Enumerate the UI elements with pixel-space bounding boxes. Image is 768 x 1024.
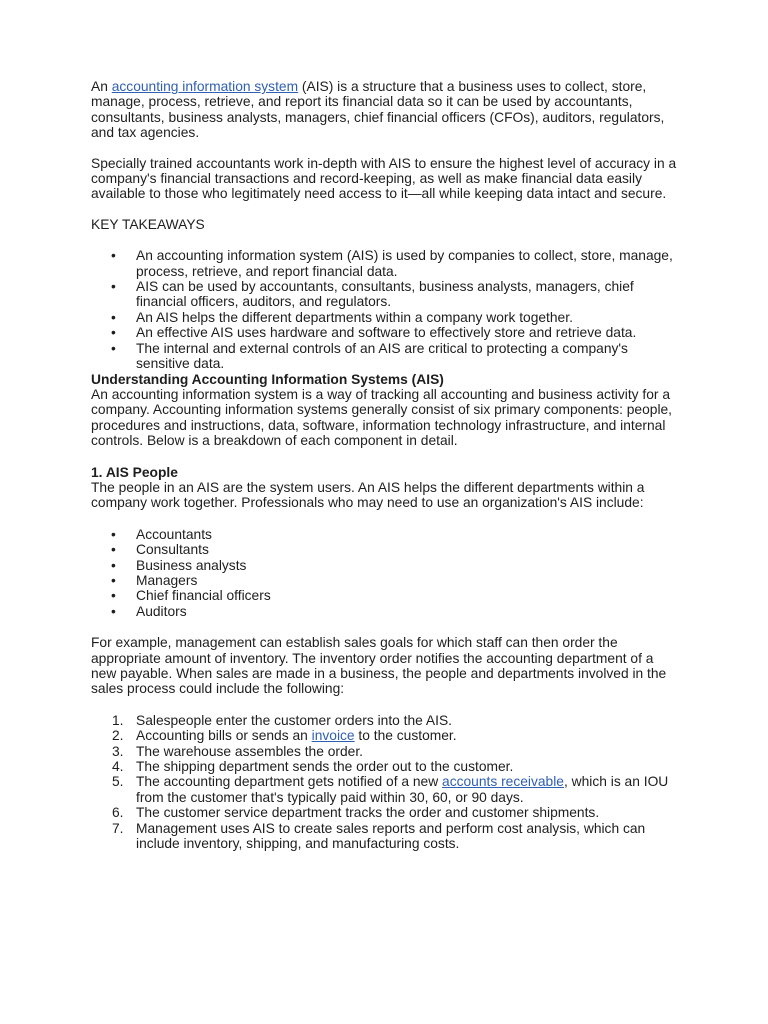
list-item	[91, 759, 678, 774]
list-item	[91, 588, 678, 603]
step-text: The customer service department tracks the order and customer shipments.	[136, 805, 600, 821]
step-text-start: The accounting department gets notified of a new	[136, 774, 443, 790]
bullet-icon: •	[111, 572, 116, 588]
understanding-ais-heading: Understanding Accounting Information Systems (AIS)	[91, 371, 444, 387]
spacer	[91, 511, 678, 527]
list-item	[91, 310, 678, 325]
bullet-icon: •	[111, 526, 116, 542]
bullet-icon: •	[111, 279, 116, 295]
step-number: 3.	[112, 743, 124, 759]
list-item	[91, 325, 678, 340]
list-item-text: Auditors	[136, 603, 187, 619]
key-takeaways-heading: KEY TAKEAWAYS	[91, 216, 205, 232]
sales-process-steps	[91, 713, 678, 852]
list-item	[91, 558, 678, 573]
spacer	[91, 697, 678, 713]
bullet-icon: •	[111, 325, 116, 341]
bullet-icon: •	[111, 248, 116, 264]
spacer	[91, 141, 678, 156]
list-item-text: An AIS helps the different departments within a company work together.	[136, 309, 573, 325]
list-item	[91, 527, 678, 542]
list-item	[91, 279, 678, 310]
spacer	[91, 619, 678, 635]
intro-text-start: An	[91, 79, 112, 94]
list-item-text: Business analysts	[136, 557, 247, 573]
key-takeaways-list	[91, 248, 678, 371]
bullet-icon: •	[111, 542, 116, 558]
list-item-text: Managers	[136, 572, 198, 588]
bullet-icon: •	[111, 309, 116, 325]
invoice-link[interactable]: invoice	[311, 728, 355, 744]
step-number: 6.	[112, 805, 124, 821]
list-item-text: AIS can be used by accountants, consultants, business analysts, managers, chief financial officers, auditors, and regulators.	[136, 279, 634, 310]
step-number: 7.	[112, 820, 124, 836]
list-item	[91, 573, 678, 588]
step-text: The warehouse assembles the order.	[136, 743, 364, 759]
step-text-start: Accounting bills or sends an	[136, 728, 312, 744]
spacer	[91, 232, 678, 248]
list-item	[91, 341, 678, 372]
list-item	[91, 248, 678, 279]
step-text: The shipping department sends the order out to the customer.	[136, 759, 514, 775]
bullet-icon: •	[111, 588, 116, 604]
list-item	[91, 713, 678, 728]
bullet-icon: •	[111, 603, 116, 619]
list-item-text: Consultants	[136, 542, 209, 558]
ais-people-heading: 1. AIS People	[91, 464, 178, 480]
accountants-paragraph: Specially trained accountants work in-depth with AIS to ensure the highest level of accuracy in a company's financial transactions and record-keeping, as well as make financial data easily available to those who legitimately need access to it—all while keeping data intact and secure.	[91, 155, 677, 202]
accounting-information-system-link[interactable]: accounting information system	[111, 79, 299, 94]
list-item	[91, 744, 678, 759]
bullet-icon: •	[111, 340, 116, 356]
step-number: 2.	[112, 728, 124, 744]
spacer	[91, 202, 678, 217]
ais-people-paragraph: The people in an AIS are the system users. An AIS helps the different departments within a company work together. Professionals who may need to use an organization's AIS include:	[91, 479, 645, 511]
ais-users-list	[91, 527, 678, 619]
step-number: 5.	[112, 774, 124, 790]
step-text-end: to the customer.	[354, 728, 457, 744]
accounts-receivable-link[interactable]: accounts receivable	[442, 774, 564, 790]
list-item	[91, 774, 678, 805]
intro-text-end: (AIS) is a structure that a business uses to collect, store, manage, process, retrieve, and report its financial data so it can be used by accountants, consultants, business analysts, managers, chief financial officers (CFOs), auditors, regulators, and tax agencies.	[91, 79, 665, 141]
list-item	[91, 821, 678, 852]
step-text: Management uses AIS to create sales reports and perform cost analysis, which can include inventory, shipping, and manufacturing costs.	[136, 820, 646, 852]
list-item-text: An accounting information system (AIS) is used by companies to collect, store, manage, process, retrieve, and report financial data.	[136, 248, 673, 279]
step-text: Salespeople enter the customer orders into the AIS.	[136, 712, 452, 728]
list-item	[91, 728, 678, 743]
bullet-icon: •	[111, 557, 116, 573]
list-item	[91, 604, 678, 619]
list-item-text: The internal and external controls of an AIS are critical to protecting a company's sensitive data.	[136, 340, 628, 372]
list-item-text: An effective AIS uses hardware and software to effectively store and retrieve data.	[136, 325, 637, 341]
step-number: 1.	[112, 712, 124, 728]
intro-paragraph	[91, 79, 678, 141]
step-text-end: , which is an IOU from the customer that's typically paid within 30, 60, or 90 days.	[136, 774, 669, 805]
step-number: 4.	[112, 759, 124, 775]
understanding-ais-paragraph: An accounting information system is a way of tracking all accounting and business activity for a company. Accounting information systems generally consist of six primary components: people, procedures and instructions, data, software, information technology infrastructure, and internal controls. Below is a breakdown of each component in detail.	[91, 386, 673, 449]
sales-example-paragraph: For example, management can establish sales goals for which staff can then order the appropriate amount of inventory. The inventory order notifies the accounting department of a new payable. When sales are made in a business, the people and departments involved in the sales process could include the following:	[91, 635, 667, 697]
list-item-text: Accountants	[136, 526, 212, 542]
list-item-text: Chief financial officers	[136, 588, 271, 604]
list-item	[91, 805, 678, 820]
spacer	[91, 449, 678, 465]
list-item	[91, 542, 678, 557]
